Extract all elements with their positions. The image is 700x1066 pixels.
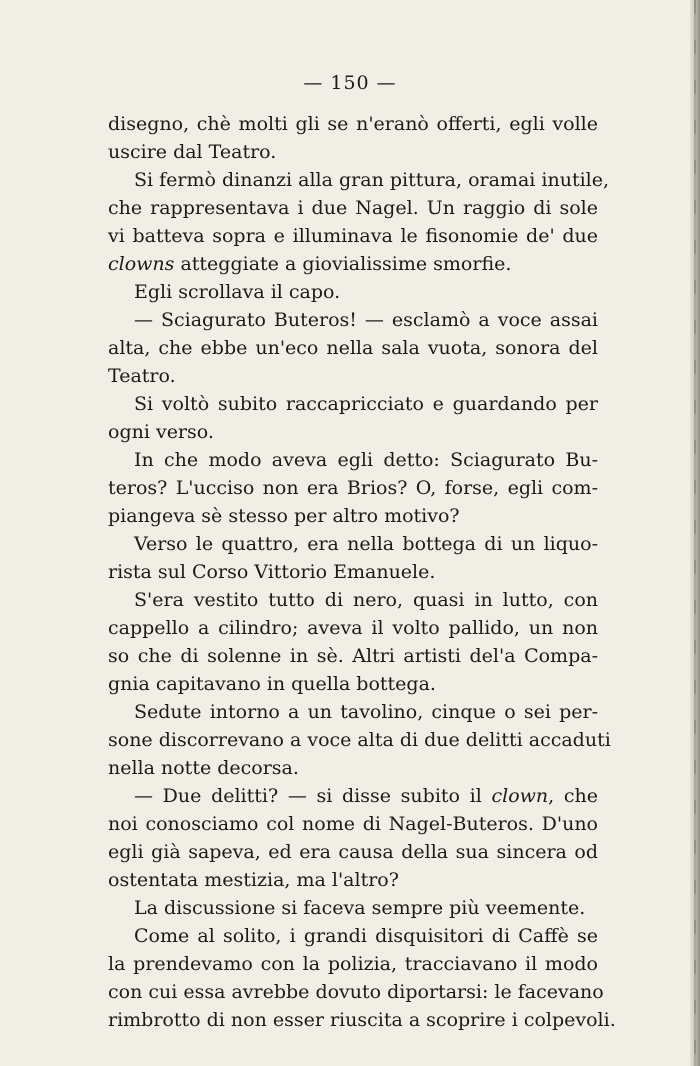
text-line: gnia capitavano in quella bottega.	[108, 673, 436, 695]
text-line: La discussione si faceva sempre più veemente.	[134, 897, 586, 919]
text-line: nella notte decorsa.	[108, 757, 299, 779]
text-line: — Due delitti? — si disse subito il clown, che	[134, 785, 599, 807]
text-line: piangeva sè stesso per altro motivo?	[108, 505, 460, 527]
text-line: rista sul Corso Vittorio Emanuele.	[108, 561, 436, 583]
page-edge	[690, 0, 700, 1066]
paragraph	[108, 390, 598, 446]
text-line: uscire dal Teatro.	[108, 141, 277, 163]
text-line: rimbrotto di non esser riuscita a scoprire i colpevoli.	[108, 1009, 616, 1031]
paragraph	[108, 166, 610, 278]
text-line: ostentata mestizia, ma l'altro?	[108, 869, 399, 891]
text-line: vi batteva sopra e illuminava le fisonomie de' due	[108, 225, 598, 247]
paragraph	[108, 586, 598, 698]
text-line: che rappresentava i due Nagel. Un raggio di sole	[108, 197, 598, 219]
text-line: Sedute intorno a un tavolino, cinque o sei per-	[134, 701, 598, 723]
paragraph	[108, 306, 598, 390]
paragraph	[108, 446, 598, 530]
text-line: In che modo aveva egli detto: Sciagurato Bu-	[134, 449, 598, 471]
paragraph	[108, 698, 611, 782]
text-line: egli già sapeva, ed era causa della sua sincera od	[108, 841, 598, 863]
text-line: teros? L'ucciso non era Brios? O, forse, egli com-	[108, 477, 598, 499]
text-line: con cui essa avrebbe dovuto diportarsi: le facevano	[108, 981, 604, 1003]
page-number: — 150 —	[303, 72, 397, 94]
text-line: la prendevamo con la polizia, tracciavano il modo	[108, 953, 598, 975]
paragraph	[108, 530, 598, 586]
text-line: Verso le quattro, era nella bottega di un liquo-	[134, 533, 598, 555]
text-line: alta, che ebbe un'eco nella sala vuota, sonora del	[108, 337, 598, 359]
text-line: cappello a cilindro; aveva il volto pallido, un non	[108, 617, 598, 639]
paragraph	[108, 894, 598, 922]
paragraph	[108, 110, 598, 166]
body-text	[108, 110, 616, 1034]
text-line: clowns atteggiate a giovialissime smorfie.	[108, 253, 512, 275]
text-line: so che di solenne in sè. Altri artisti del'a Compa-	[108, 645, 598, 667]
text-line: Come al solito, i grandi disquisitori di Caffè se	[134, 925, 598, 947]
paragraph	[108, 782, 598, 894]
text-line: Egli scrollava il capo.	[134, 281, 341, 303]
text-line: noi conosciamo col nome di Nagel-Buteros. D'uno	[108, 813, 598, 835]
paragraph	[108, 278, 598, 306]
text-line: — Sciagurato Buteros! — esclamò a voce assai	[134, 309, 598, 331]
paragraph	[108, 922, 616, 1034]
text-line: disegno, chè molti gli se n'eranò offerti, egli volle	[108, 113, 598, 135]
text-line: ogni verso.	[108, 421, 214, 443]
text-line: Teatro.	[108, 365, 176, 387]
text-line: Si fermò dinanzi alla gran pittura, oramai inutile,	[134, 169, 610, 191]
text-line: Si voltò subito raccapricciato e guardando per	[134, 393, 598, 415]
text-line: S'era vestito tutto di nero, quasi in lutto, con	[134, 589, 598, 611]
text-line: sone discorrevano a voce alta di due delitti accaduti	[108, 729, 611, 751]
